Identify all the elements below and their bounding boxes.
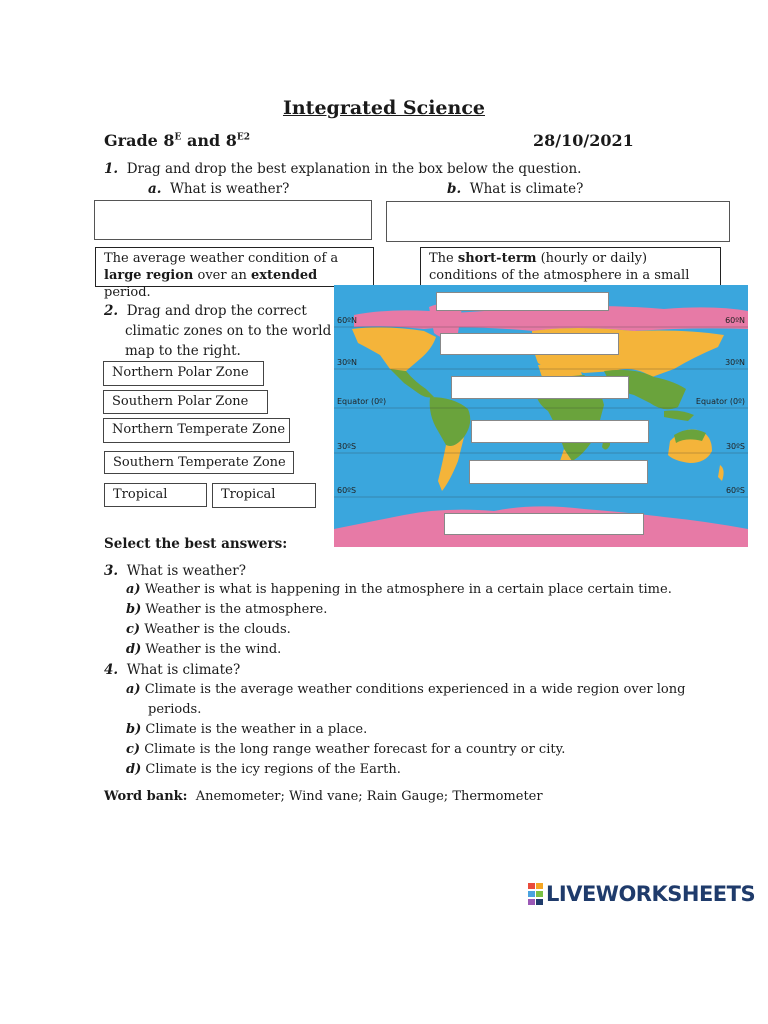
drop-box-climate[interactable] [386,201,730,242]
word-bank: Word bank: Anemometer; Wind vane; Rain Gauge; Thermometer [104,789,543,804]
q4-option-b[interactable]: b) Climate is the weather in a place. [126,722,368,737]
q3-option-c[interactable]: c) Weather is the clouds. [126,622,291,637]
lat-label-30n-right: 30ºN [725,358,745,367]
q4-option-a[interactable]: a) Climate is the average weather conditions experienced in a wide region over long [126,682,686,697]
liveworksheets-logo-text: LIVEWORKSHEETS [546,882,756,906]
map-drop-zone-5[interactable] [469,460,648,484]
q4-option-c[interactable]: c) Climate is the long range weather forecast for a country or city. [126,742,566,757]
liveworksheets-logo-icon [528,883,544,905]
lat-label-60s-right: 60ºS [725,486,745,495]
map-drop-zone-1[interactable] [436,292,609,311]
select-heading: Select the best answers: [104,536,288,552]
q3-option-b[interactable]: b) Weather is the atmosphere. [126,602,328,617]
question-2: 2. Drag and drop the correct climatic zones on to the world map to the right. [104,303,332,359]
zone-card-northern-polar[interactable]: Northern Polar Zone [103,361,264,386]
question-4: 4. What is climate? [104,662,241,678]
lat-label-equator-right: Equator (0º) [695,397,745,406]
question-1a: a. What is weather? [148,181,290,197]
q4-option-d[interactable]: d) Climate is the icy regions of the Earth. [126,762,401,777]
map-drop-zone-4[interactable] [471,420,649,443]
zone-card-northern-temperate[interactable]: Northern Temperate Zone [103,418,290,443]
lat-label-60s-left: 60ºS [337,486,357,495]
date-label: 28/10/2021 [533,131,634,150]
zone-card-southern-polar[interactable]: Southern Polar Zone [103,390,268,414]
lat-label-equator-left: Equator (0º) [337,397,387,406]
explanation-weather-card[interactable]: The short-term (hourly or daily) conditions of the atmosphere in a small [420,247,721,287]
zone-card-tropical-1[interactable]: Tropical [104,483,207,507]
question-1b: b. What is climate? [447,181,584,197]
zone-card-southern-temperate[interactable]: Southern Temperate Zone [104,451,294,474]
lat-label-30s-left: 30ºS [337,442,357,451]
zone-card-tropical-2[interactable]: Tropical [212,483,316,508]
explanation-climate-card[interactable]: The average weather condition of a large region over an extended period. [95,247,374,287]
q3-option-a[interactable]: a) Weather is what is happening in the atmosphere in a certain place certain time. [126,582,672,597]
map-drop-zone-3[interactable] [451,376,629,399]
map-drop-zone-6[interactable] [444,513,644,535]
page-title: Integrated Science [282,97,485,119]
map-drop-zone-2[interactable] [440,333,619,355]
lat-label-30s-right: 30ºS [725,442,745,451]
liveworksheets-logo [528,882,755,906]
lat-label-60n-right: 60ºN [725,316,745,325]
lat-label-60n-left: 60ºN [337,316,357,325]
question-3: 3. What is weather? [104,563,246,579]
drop-box-weather[interactable] [94,200,372,240]
question-1: 1. Drag and drop the best explanation in the box below the question. [104,161,582,177]
q4-option-a-continued: periods. [148,702,202,717]
world-climate-map [334,285,748,547]
lat-label-30n-left: 30ºN [337,358,357,367]
grade-label: Grade $8^E$ and $8^{E2}$ [104,131,250,150]
q3-option-d[interactable]: d) Weather is the wind. [126,642,282,657]
